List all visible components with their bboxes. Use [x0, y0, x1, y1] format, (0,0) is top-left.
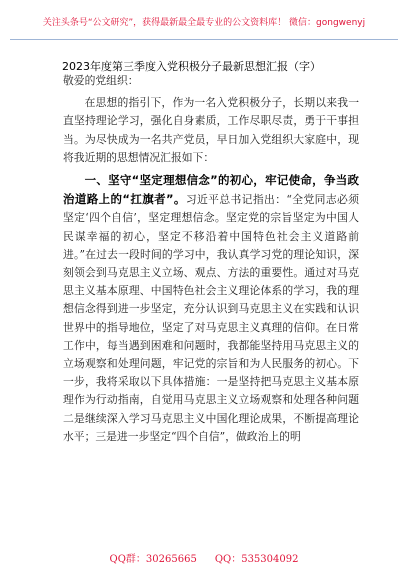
section-1-heading: 一、坚守“坚定理想信念”的初心，牢记使命，争当政治道路上的“扛旗者”。	[63, 173, 359, 207]
section-1-body: 习近平总书记指出：“全党同志必须坚定‘四个自信’，坚定理想信念。坚定党的宗旨坚定为中国人民谋幸福的初心，坚定不移沿着中国特色社会主义道路前进。”在过去一段时间的学习中，我认真学习党的理论知识，深刻领会到马克思主义立场、观点、方法的重要性。通过对马克思主义基本原理、中国特色社会主义理论体系的学习，我的理想信念得到进一步坚定，充分认识到马克思主义在实践和认识世界中的指导地位，坚定了对马克思主义真理的信仰。在日常工作中，每当遇到困难和问题时，我都能坚持用马克思主义的立场观察和处理问题，牢记党的宗旨和为人民服务的初心。下一步，我将采取以下具体措施：一是坚持把马克思主义基本原理作为行动指南，自觉用马克思主义立场观察和处理各种问题二是继续深入学习马克思主义中国化理论成果，不断提高理论水平；三是进一步坚定“四个自信”，做政治上的明	[63, 193, 359, 443]
intro-paragraph: 在思想的指引下，作为一名入党积极分子，长期以来我一直坚持理论学习，强化自身素质，工作尽职尽责，勇于干事担当。为尽快成为一名共产党员，早日加入党组织大家庭中，现将我近期的思想情况汇报如下：	[63, 96, 359, 164]
banner-text: 关注头条号“公文研究”，获得最新最全最专业的公文资料库！ 微信：gongwenyj	[42, 18, 366, 28]
footer-qq-group: QQ群：30265665	[109, 554, 197, 565]
section-1-paragraph	[63, 171, 359, 446]
header-banner	[10, 7, 398, 40]
document-title: 2023年度第三季度入党积极分子最新思想汇报（字）	[62, 60, 321, 73]
footer-contact	[0, 550, 408, 565]
footer-qq: QQ：535304092	[214, 554, 299, 565]
salutation: 敬爱的党组织：	[63, 74, 139, 87]
document-body	[63, 72, 359, 446]
